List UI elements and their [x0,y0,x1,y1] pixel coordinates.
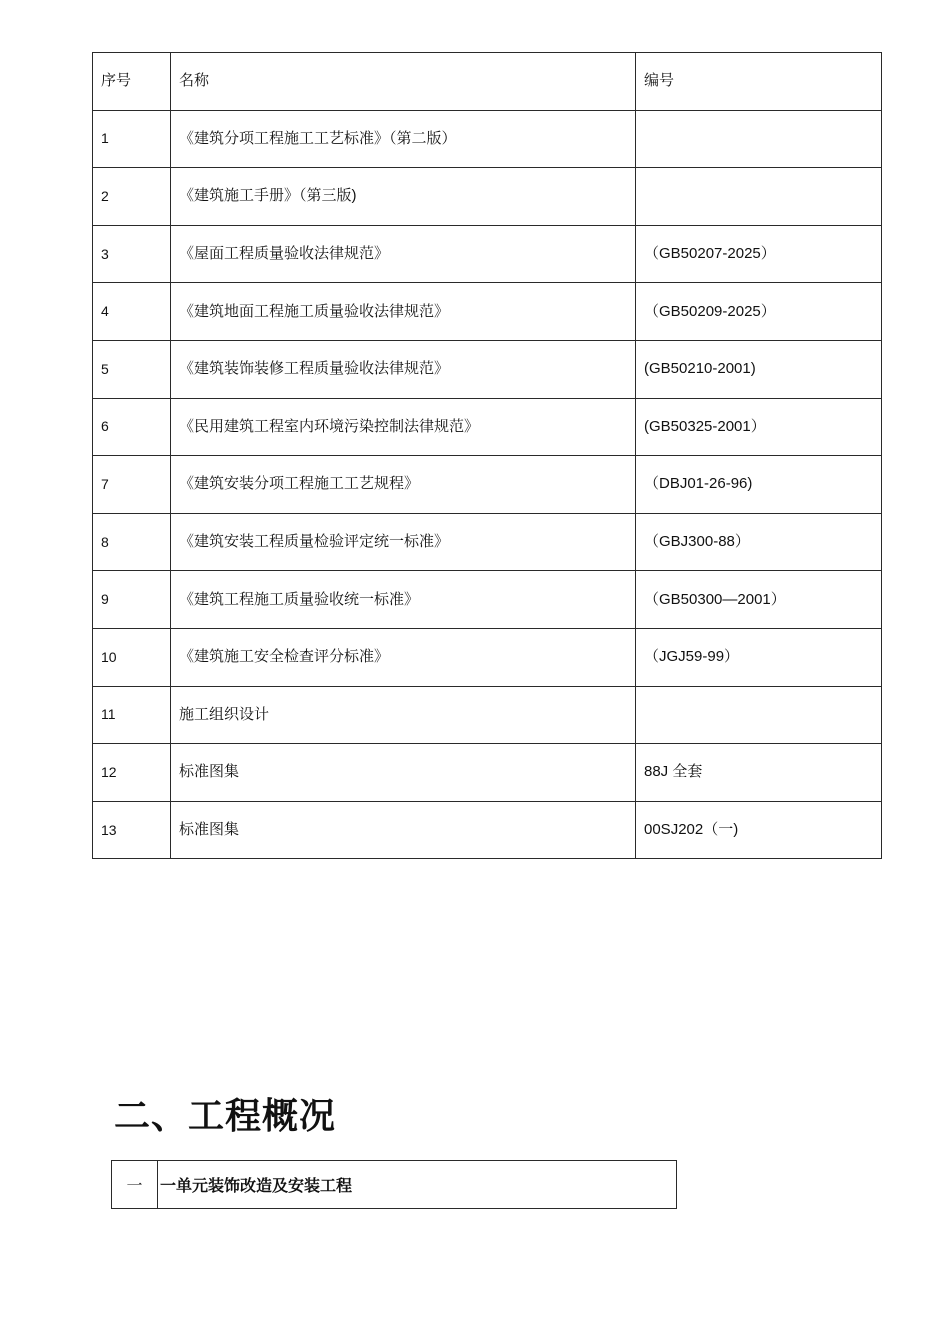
row-name: 《建筑安装工程质量检验评定统一标准》 [171,513,636,571]
row-name: 《建筑工程施工质量验收统一标准》 [171,571,636,629]
row-serial-number: 3 [93,225,171,283]
row-code [636,686,882,744]
row-serial-number: 13 [93,801,171,859]
overview-row [112,1161,677,1209]
row-serial-number: 5 [93,340,171,398]
table-row [93,340,882,398]
table-row [93,513,882,571]
row-code [636,168,882,226]
header-name: 名称 [171,53,636,111]
table-row [93,398,882,456]
row-serial-number: 1 [93,110,171,168]
row-code [636,110,882,168]
standards-table-body [93,53,882,859]
row-serial-number: 4 [93,283,171,341]
table-header-row [93,53,882,111]
row-serial-number: 9 [93,571,171,629]
overview-table [111,1160,677,1209]
row-serial-number: 10 [93,628,171,686]
row-name: 标准图集 [171,801,636,859]
row-code: （GBJ300-88） [636,513,882,571]
table-row [93,456,882,514]
table-row [93,686,882,744]
row-name: 《建筑施工安全检查评分标准》 [171,628,636,686]
table-row [93,801,882,859]
table-row [93,628,882,686]
row-serial-number: 11 [93,686,171,744]
row-serial-number: 7 [93,456,171,514]
row-code: （JGJ59-99） [636,628,882,686]
row-code: (GB50210-2001) [636,340,882,398]
row-name: 《建筑装饰装修工程质量验收法律规范》 [171,340,636,398]
table-row [93,168,882,226]
row-name: 《民用建筑工程室内环境污染控制法律规范》 [171,398,636,456]
overview-index: 一 [112,1161,158,1209]
table-row [93,110,882,168]
table-row [93,225,882,283]
row-name: 标准图集 [171,744,636,802]
table-row [93,283,882,341]
table-row [93,744,882,802]
table-row [93,571,882,629]
row-name: 《建筑安装分项工程施工工艺规程》 [171,456,636,514]
row-name: 《建筑分项工程施工工艺标准》（第二版） [171,110,636,168]
header-code: 编号 [636,53,882,111]
row-name: 《屋面工程质量验收法律规范》 [171,225,636,283]
row-code: （GB50207-2025） [636,225,882,283]
row-code: 00SJ202（一) [636,801,882,859]
row-serial-number: 8 [93,513,171,571]
row-serial-number: 6 [93,398,171,456]
row-code: （DBJ01-26-96) [636,456,882,514]
row-code: (GB50325-2001） [636,398,882,456]
row-serial-number: 12 [93,744,171,802]
header-serial-number: 序号 [93,53,171,111]
row-serial-number: 2 [93,168,171,226]
standards-table [92,52,882,859]
section-heading: 二、工程概况 [114,1095,337,1137]
row-name: 《建筑地面工程施工质量验收法律规范》 [171,283,636,341]
row-code: （GB50209-2025） [636,283,882,341]
row-code: 88J 全套 [636,744,882,802]
row-name: 施工组织设计 [171,686,636,744]
overview-title: 一单元装饰改造及安装工程 [158,1161,677,1209]
row-name: 《建筑施工手册》（第三版) [171,168,636,226]
row-code: （GB50300—2001） [636,571,882,629]
